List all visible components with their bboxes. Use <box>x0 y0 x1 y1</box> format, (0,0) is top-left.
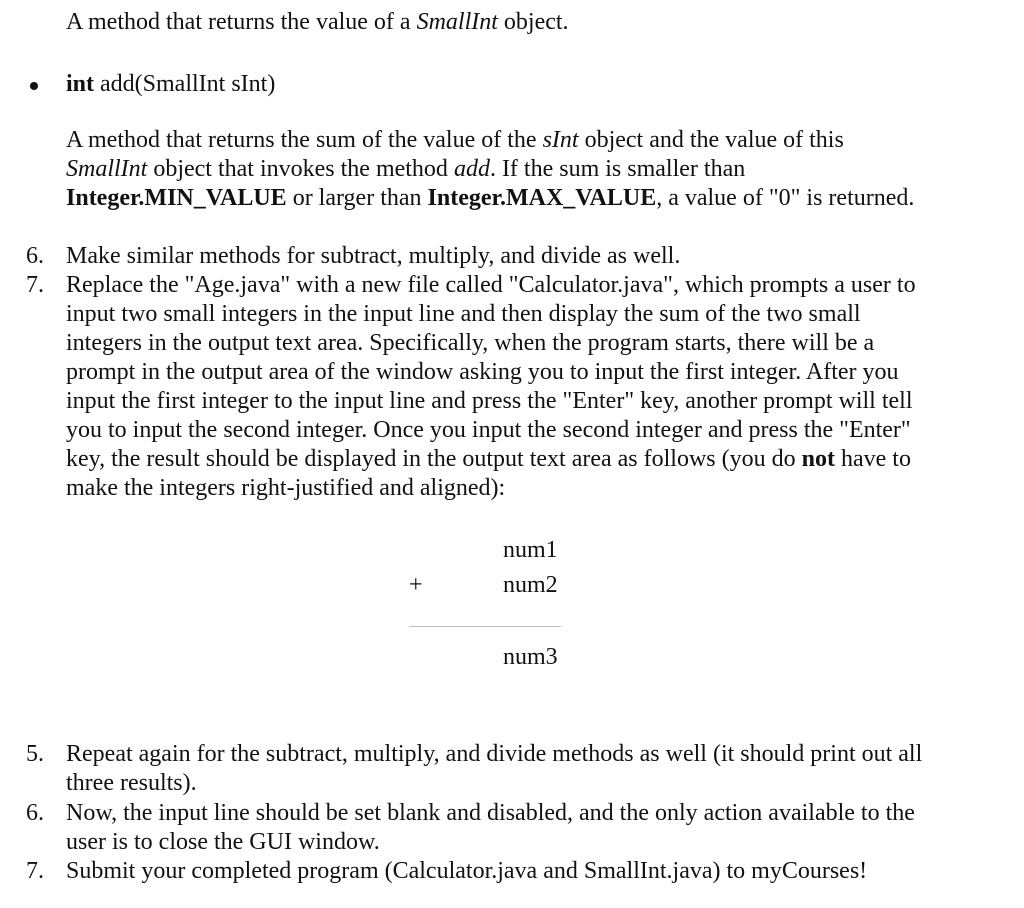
add-desc-l1-em: sInt <box>542 127 579 153</box>
list2-item5-line-1: Repeat again for the subtract, multiply, and divide methods as well (it should print out all <box>66 741 923 767</box>
intro-text-post: object. <box>497 9 569 35</box>
add-desc-line-2 <box>66 155 745 184</box>
list1-item7-l7-post: have to <box>834 446 911 472</box>
list1-item7-line-6: you to input the second integer. Once you input the second integer and press the "Enter" <box>66 417 911 443</box>
list2-item6-line-2: user is to close the GUI window. <box>66 829 380 855</box>
intro-text <box>66 8 569 37</box>
list2-item6-line-1: Now, the input line should be set blank and disabled, and the only action available to the <box>66 800 915 826</box>
add-desc-l3-bold1: Integer.MIN_VALUE <box>66 185 287 211</box>
add-desc-l2-post: . If the sum is smaller than <box>489 156 746 182</box>
bullet-marker <box>30 82 38 90</box>
calc-sum-rule <box>409 626 561 627</box>
list1-item7-l7-pre: key, the result should be displayed in the output text area as follows (you do <box>66 446 802 472</box>
add-desc-l3-post: , a value of "0" is returned. <box>656 185 915 211</box>
list1-item6-number: 6. <box>26 243 44 269</box>
calc-num1: num1 <box>503 537 558 563</box>
list2-item5-number: 5. <box>26 741 44 767</box>
list2-item6-number: 6. <box>26 800 44 826</box>
intro-text-pre: A method that returns the value of a <box>66 9 417 35</box>
add-desc-l3-mid: or larger than <box>286 185 428 211</box>
list1-item7-line-1: Replace the "Age.java" with a new file called "Calculator.java", which prompts a user to <box>66 272 916 298</box>
list1-item6-text: Make similar methods for subtract, multiply, and divide as well. <box>66 243 681 269</box>
add-desc-l2-em2: add <box>453 156 490 182</box>
calc-num2: num2 <box>503 572 558 598</box>
list2-item7-line-1: Submit your completed program (Calculator.java and SmallInt.java) to myCourses! <box>66 858 868 884</box>
calc-num3: num3 <box>503 644 558 670</box>
add-desc-l2-em: SmallInt <box>66 156 148 182</box>
add-desc-l1-pre: A method that returns the sum of the value of the <box>66 127 543 153</box>
add-desc-line-3 <box>66 184 914 213</box>
list1-item7-line-4: prompt in the output area of the window asking you to input the first integer. After you <box>66 359 899 385</box>
calc-plus-sign: + <box>409 572 423 598</box>
method-signature-type: int <box>66 71 95 97</box>
intro-text-em: SmallInt <box>416 9 498 35</box>
list2-item5-line-2: three results). <box>66 770 197 796</box>
list1-item7-line-3: integers in the output text area. Specifically, when the program starts, there will be a <box>66 330 875 356</box>
list1-item7-l7-bold: not <box>801 446 835 472</box>
add-desc-l3-bold2: Integer.MAX_VALUE <box>427 185 657 211</box>
add-desc-l1-post: object and the value of this <box>578 127 844 153</box>
add-desc-line-1 <box>66 126 844 155</box>
list1-item7-line-2: input two small integers in the input line and then display the sum of the two small <box>66 301 861 327</box>
list1-item7-line-5: input the first integer to the input line and press the "Enter" key, another prompt will tell <box>66 388 913 414</box>
list1-item7-number: 7. <box>26 272 44 298</box>
add-desc-l2-mid: object that invokes the method <box>147 156 454 182</box>
method-signature <box>66 70 275 99</box>
list1-item7-line-8: make the integers right-justified and aligned): <box>66 475 506 501</box>
method-signature-rest: add(SmallInt sInt) <box>94 71 276 97</box>
list2-item7-number: 7. <box>26 858 44 884</box>
list1-item7-line-7 <box>66 445 911 474</box>
